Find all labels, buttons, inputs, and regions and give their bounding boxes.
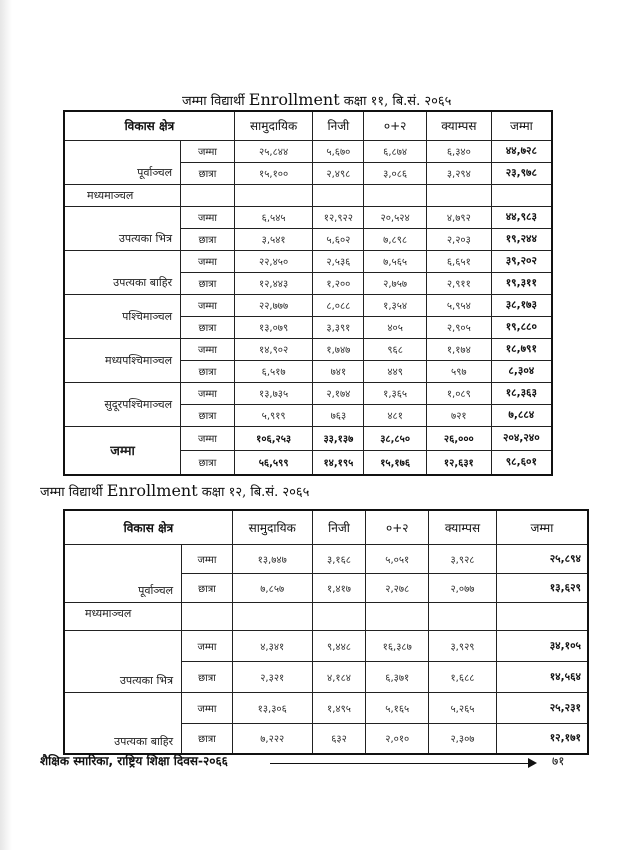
value-cell: १,३५४: [364, 294, 427, 316]
value-cell: २,२७८: [366, 573, 429, 602]
header-campus: क्याम्पस: [426, 111, 491, 140]
value-cell: ७,५६५: [364, 250, 427, 272]
value-cell: ३,३९१: [313, 316, 364, 338]
value-cell: [234, 184, 313, 206]
header-region: विकास क्षेत्र: [64, 510, 232, 544]
arrow-right-icon: [528, 758, 537, 768]
value-cell: ७२१: [426, 404, 491, 426]
region-cell: मध्यपश्चिमाञ्चल: [64, 338, 181, 382]
value-cell: २५,८४४: [234, 140, 313, 162]
value-cell: १४,१९५: [313, 450, 364, 475]
table-row: [64, 250, 552, 272]
total-cell: २५,२३१: [496, 692, 588, 723]
kind-cell: जम्मा: [181, 338, 235, 360]
value-cell: १३,७४७: [232, 544, 312, 573]
value-cell: २,३०७: [429, 723, 497, 754]
value-cell: ३,९२८: [429, 544, 497, 573]
kind-cell: छात्रा: [182, 723, 233, 754]
value-cell: ४४९: [364, 360, 427, 382]
value-cell: ७,२२२: [232, 723, 312, 754]
value-cell: ६,३४०: [426, 140, 491, 162]
kind-cell: जम्मा: [181, 426, 235, 450]
kind-cell: छात्रा: [181, 450, 235, 475]
value-cell: ४,७९२: [426, 206, 491, 228]
table1-title-en: Enrollment: [248, 90, 340, 109]
table2-title-prefix: जम्मा विद्यार्थी: [40, 485, 103, 500]
table2-title-suffix: कक्षा १२, बि.सं. २०६५: [201, 485, 310, 500]
table-row: [64, 382, 552, 404]
total-cell: [496, 602, 588, 630]
table-row: [64, 426, 552, 450]
value-cell: ३३,१३७: [313, 426, 364, 450]
value-cell: ३,९२९: [429, 630, 497, 661]
total-cell: १८,३६३: [491, 382, 552, 404]
kind-cell: छात्रा: [181, 162, 235, 184]
table-row: [64, 692, 588, 723]
value-cell: २,९०५: [426, 316, 491, 338]
value-cell: [429, 602, 497, 630]
region-cell: मध्यमाञ्चल: [64, 602, 182, 630]
region-cell: मध्यमाञ्चल: [64, 184, 181, 206]
region-cell: उपत्यका बाहिर: [64, 692, 182, 754]
value-cell: २,०१०: [366, 723, 429, 754]
value-cell: [426, 184, 491, 206]
total-cell: १९,८८०: [491, 316, 552, 338]
value-cell: २,०७७: [429, 573, 497, 602]
enrollment-table-class-12: [63, 509, 589, 755]
footer-rule: [270, 763, 532, 764]
value-cell: ६,५१७: [234, 360, 313, 382]
value-cell: ६,८७४: [364, 140, 427, 162]
value-cell: २,३२१: [232, 661, 312, 692]
value-cell: ५,६०२: [313, 228, 364, 250]
total-cell: १२,१७१: [496, 723, 588, 754]
kind-cell: छात्रा: [181, 404, 235, 426]
header-total: जम्मा: [496, 510, 588, 544]
total-cell: ३८,१७३: [491, 294, 552, 316]
header-total: जम्मा: [491, 111, 552, 140]
kind-cell: छात्रा: [182, 661, 233, 692]
value-cell: १४,९०२: [234, 338, 313, 360]
value-cell: २,७५७: [364, 272, 427, 294]
value-cell: ९६८: [364, 338, 427, 360]
value-cell: १२,६३१: [426, 450, 491, 475]
value-cell: ५६,५९९: [234, 450, 313, 475]
value-cell: [313, 184, 364, 206]
value-cell: ८,०८८: [313, 294, 364, 316]
value-cell: १,१७४: [426, 338, 491, 360]
value-cell: १३,३०६: [232, 692, 312, 723]
value-cell: ४,३४१: [232, 630, 312, 661]
total-cell: १९,२४४: [491, 228, 552, 250]
table1-title: [182, 90, 451, 109]
value-cell: ६,६५१: [426, 250, 491, 272]
kind-cell: जम्मा: [181, 206, 235, 228]
table-row: [64, 630, 588, 661]
total-cell: ७,८८४: [491, 404, 552, 426]
value-cell: ४०५: [364, 316, 427, 338]
total-cell: २५,८९४: [496, 544, 588, 573]
header-campus: क्याम्पस: [429, 510, 497, 544]
table1-title-prefix: जम्मा विद्यार्थी: [182, 94, 245, 109]
table-row: [64, 294, 552, 316]
value-cell: ७,८९८: [364, 228, 427, 250]
value-cell: ४८१: [364, 404, 427, 426]
value-cell: २,९११: [426, 272, 491, 294]
kind-cell: जम्मा: [181, 140, 235, 162]
total-cell: १८,७९१: [491, 338, 552, 360]
value-cell: १,४९५: [312, 692, 366, 723]
kind-cell: जम्मा: [182, 630, 233, 661]
value-cell: १२,४४३: [234, 272, 313, 294]
header-private: निजी: [312, 510, 366, 544]
kind-cell: जम्मा: [182, 544, 233, 573]
value-cell: १५,१००: [234, 162, 313, 184]
value-cell: २,२०३: [426, 228, 491, 250]
table-row: [64, 338, 552, 360]
table-row: [64, 184, 552, 206]
value-cell: ५,२६५: [429, 692, 497, 723]
page-number: ७१: [552, 754, 565, 768]
kind-cell: छात्रा: [181, 360, 235, 382]
table2-title: [40, 481, 309, 500]
region-cell: पूर्वाञ्चल: [64, 140, 181, 184]
kind-cell: छात्रा: [181, 228, 235, 250]
total-cell: १९,३११: [491, 272, 552, 294]
footer-text: शैक्षिक स्मारिका, राष्ट्रिय शिक्षा दिवस-२०६६: [40, 754, 228, 768]
value-cell: ३८,८५०: [364, 426, 427, 450]
value-cell: १६,३८७: [366, 630, 429, 661]
total-cell: २३,९७८: [491, 162, 552, 184]
table-row: [64, 206, 552, 228]
value-cell: २२,४५०: [234, 250, 313, 272]
value-cell: ५,०५१: [366, 544, 429, 573]
value-cell: १,२००: [313, 272, 364, 294]
value-cell: ९,४४८: [312, 630, 366, 661]
total-cell: १४,५६४: [496, 661, 588, 692]
region-cell: पश्चिमाञ्चल: [64, 294, 181, 338]
value-cell: २,५३६: [313, 250, 364, 272]
value-cell: [312, 602, 366, 630]
kind-cell: [182, 602, 233, 630]
table1-title-suffix: कक्षा ११, बि.सं. २०६५: [343, 94, 452, 109]
header-plus-two: ०+२: [366, 510, 429, 544]
value-cell: ३,१६८: [312, 544, 366, 573]
kind-cell: जम्मा: [181, 250, 235, 272]
kind-cell: छात्रा: [182, 573, 233, 602]
value-cell: १५,१७६: [364, 450, 427, 475]
kind-cell: जम्मा: [181, 382, 235, 404]
table-row: [64, 140, 552, 162]
value-cell: ५,१६५: [366, 692, 429, 723]
value-cell: २,१७४: [313, 382, 364, 404]
value-cell: २२,७७७: [234, 294, 313, 316]
value-cell: ५,९५४: [426, 294, 491, 316]
value-cell: १,३६५: [364, 382, 427, 404]
region-cell: जम्मा: [64, 426, 181, 475]
table-header-row: [64, 510, 588, 544]
value-cell: [232, 602, 312, 630]
header-community: सामुदायिक: [234, 111, 313, 140]
value-cell: ६,५४५: [234, 206, 313, 228]
value-cell: १,६८८: [429, 661, 497, 692]
table-row: [64, 602, 588, 630]
value-cell: ७,८५७: [232, 573, 312, 602]
header-region: विकास क्षेत्र: [64, 111, 234, 140]
value-cell: १३,७३५: [234, 382, 313, 404]
header-community: सामुदायिक: [232, 510, 312, 544]
value-cell: ६३२: [312, 723, 366, 754]
value-cell: २,४९८: [313, 162, 364, 184]
value-cell: १३,०७९: [234, 316, 313, 338]
kind-cell: जम्मा: [182, 692, 233, 723]
table-row: [64, 544, 588, 573]
total-cell: ४४,७२८: [491, 140, 552, 162]
total-cell: ९८,६०१: [491, 450, 552, 475]
total-cell: १३,६२९: [496, 573, 588, 602]
value-cell: ३,५४१: [234, 228, 313, 250]
kind-cell: छात्रा: [181, 272, 235, 294]
value-cell: १२,९२२: [313, 206, 364, 228]
value-cell: १०६,२५३: [234, 426, 313, 450]
kind-cell: [181, 184, 235, 206]
value-cell: ५९७: [426, 360, 491, 382]
kind-cell: छात्रा: [181, 316, 235, 338]
region-cell: पूर्वाञ्चल: [64, 544, 182, 602]
total-cell: ८,३०४: [491, 360, 552, 382]
total-cell: २०४,२४०: [491, 426, 552, 450]
total-cell: ३९,२०२: [491, 250, 552, 272]
value-cell: ७४१: [313, 360, 364, 382]
value-cell: [364, 184, 427, 206]
scan-edge: [0, 0, 12, 850]
value-cell: १,४१७: [312, 573, 366, 602]
region-cell: उपत्यका भित्र: [64, 630, 182, 692]
value-cell: ५,६७०: [313, 140, 364, 162]
value-cell: २०,५२४: [364, 206, 427, 228]
value-cell: ३,२९४: [426, 162, 491, 184]
enrollment-table-class-11: [63, 110, 553, 476]
value-cell: ५,९१९: [234, 404, 313, 426]
table2-title-en: Enrollment: [106, 481, 198, 500]
region-cell: सुदूरपश्चिमाञ्चल: [64, 382, 181, 426]
value-cell: ७६३: [313, 404, 364, 426]
value-cell: ६,३७१: [366, 661, 429, 692]
value-cell: ३,०८६: [364, 162, 427, 184]
region-cell: उपत्यका बाहिर: [64, 250, 181, 294]
value-cell: २६,०००: [426, 426, 491, 450]
value-cell: [366, 602, 429, 630]
total-cell: ४४,९८३: [491, 206, 552, 228]
value-cell: ४,१८४: [312, 661, 366, 692]
region-cell: उपत्यका भित्र: [64, 206, 181, 250]
value-cell: १,७४७: [313, 338, 364, 360]
header-private: निजी: [313, 111, 364, 140]
total-cell: ३४,१०५: [496, 630, 588, 661]
value-cell: १,०८९: [426, 382, 491, 404]
header-plus-two: ०+२: [364, 111, 427, 140]
total-cell: [491, 184, 552, 206]
table-header-row: [64, 111, 552, 140]
kind-cell: जम्मा: [181, 294, 235, 316]
